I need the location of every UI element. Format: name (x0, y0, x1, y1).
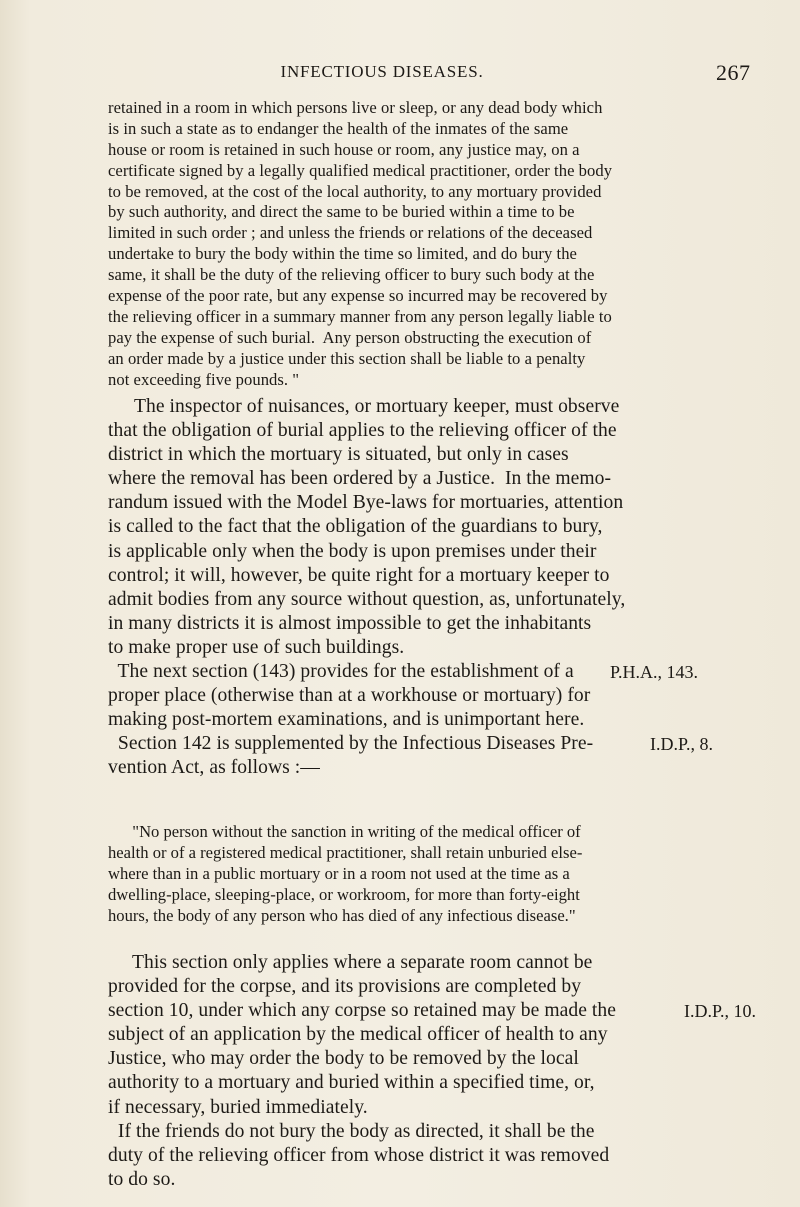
text-line: if necessary, buried immediately. (108, 1096, 368, 1118)
text-line: duty of the relieving officer from whose district it was removed (108, 1144, 610, 1166)
text-line: is called to the fact that the obligation of the guardians to bury, (108, 516, 603, 538)
text-line: If the friends do not bury the body as directed, it shall be the (108, 1120, 595, 1142)
margin-note-pha-143: P.H.A., 143. (610, 662, 699, 683)
margin-note-idp-10: I.D.P., 10. (684, 1001, 757, 1022)
text-line: expense of the poor rate, but any expense so incurred may be recovered by (108, 286, 608, 306)
text-line: subject of an application by the medical officer of health to any (108, 1024, 608, 1046)
text-line: proper place (otherwise than at a workhouse or mortuary) for (108, 685, 591, 707)
text-line: the relieving officer in a summary manner from any person legally liable to (108, 306, 612, 326)
page-header (0, 60, 800, 86)
text-line: to be removed, at the cost of the local authority, to any mortuary provided (108, 181, 602, 201)
text-line: to make proper use of such buildings. (108, 636, 405, 658)
text-line: admit bodies from any source without question, as, unfortunately, (108, 588, 626, 610)
text-line: to do so. (108, 1168, 176, 1190)
text-line: is applicable only when the body is upon premises under their (108, 540, 597, 562)
text-line: pay the expense of such burial. Any person obstructing the execution of (108, 327, 592, 347)
text-line: district in which the mortuary is situated, but only in cases (108, 444, 569, 466)
text-line: that the obligation of burial applies to the relieving officer of the (108, 420, 617, 442)
text-line: making post-mortem examinations, and is unimportant here. (108, 709, 585, 731)
text-line: control; it will, however, be quite right for a mortuary keeper to (108, 564, 610, 586)
text-line: section 10, under which any corpse so retained may be made the I.D.P., 10. (108, 1000, 757, 1022)
text-line: in many districts it is almost impossible to get the inhabitants (108, 612, 592, 634)
text-line: This section only applies where a separate room cannot be (132, 952, 593, 973)
text-line: "No person without the sanction in writing of the medical officer of (124, 822, 581, 841)
text-line: authority to a mortuary and buried within a specified time, or, (108, 1072, 595, 1094)
text-line: an order made by a justice under this section shall be liable to a penalty (108, 348, 586, 368)
text-line: is in such a state as to endanger the health of the inmates of the same (108, 118, 569, 138)
text-line: retained in a room in which persons live or sleep, or any dead body which (108, 98, 603, 117)
text-line: Section 142 is supplemented by the Infectious Diseases Pre- I.D.P., 8. (108, 733, 714, 755)
commentary-paragraph-1 (0, 396, 800, 782)
text-line: certificate signed by a legally qualified medical practitioner, order the body (108, 160, 613, 180)
text-line: not exceeding five pounds. " (108, 369, 300, 389)
text-line: where the removal has been ordered by a Justice. In the memo- (108, 468, 612, 490)
margin-note-idp-8: I.D.P., 8. (650, 734, 714, 755)
text-line: dwelling-place, sleeping-place, or workroom, for more than forty-eight (108, 884, 580, 904)
statute-quote-continued (0, 98, 800, 390)
text-line: limited in such order ; and unless the friends or relations of the deceased (108, 223, 593, 243)
text-line: by such authority, and direct the same to be buried within a time to be (108, 202, 575, 222)
text-line: same, it shall be the duty of the relieving officer to bury such body at the (108, 265, 595, 285)
running-head: INFECTIOUS DISEASES. (280, 62, 484, 81)
text-line: randum issued with the Model Bye-laws for mortuaries, attention (108, 492, 624, 514)
text-line: provided for the corpse, and its provisions are completed by (108, 976, 582, 998)
text-line: The inspector of nuisances, or mortuary keeper, must observe (134, 396, 620, 417)
text-line: health or of a registered medical practitioner, shall retain unburied else- (108, 842, 583, 862)
text-line: vention Act, as follows :— (108, 757, 320, 779)
page-number: 267 (716, 60, 751, 85)
text-line: hours, the body of any person who has died of any infectious disease." (108, 905, 576, 925)
text-line: where than in a public mortuary or in a room not used at the time as a (108, 863, 570, 883)
commentary-paragraph-2 (0, 952, 800, 1193)
statute-quote-idp (0, 822, 800, 926)
text-line: The next section (143) provides for the establishment of a P.H.A., 143. (108, 661, 699, 683)
text-line: house or room is retained in such house or room, any justice may, on a (108, 139, 580, 159)
text-line: undertake to bury the body within the time so limited, and do bury the (108, 244, 577, 264)
text-line: Justice, who may order the body to be removed by the local (108, 1048, 579, 1070)
